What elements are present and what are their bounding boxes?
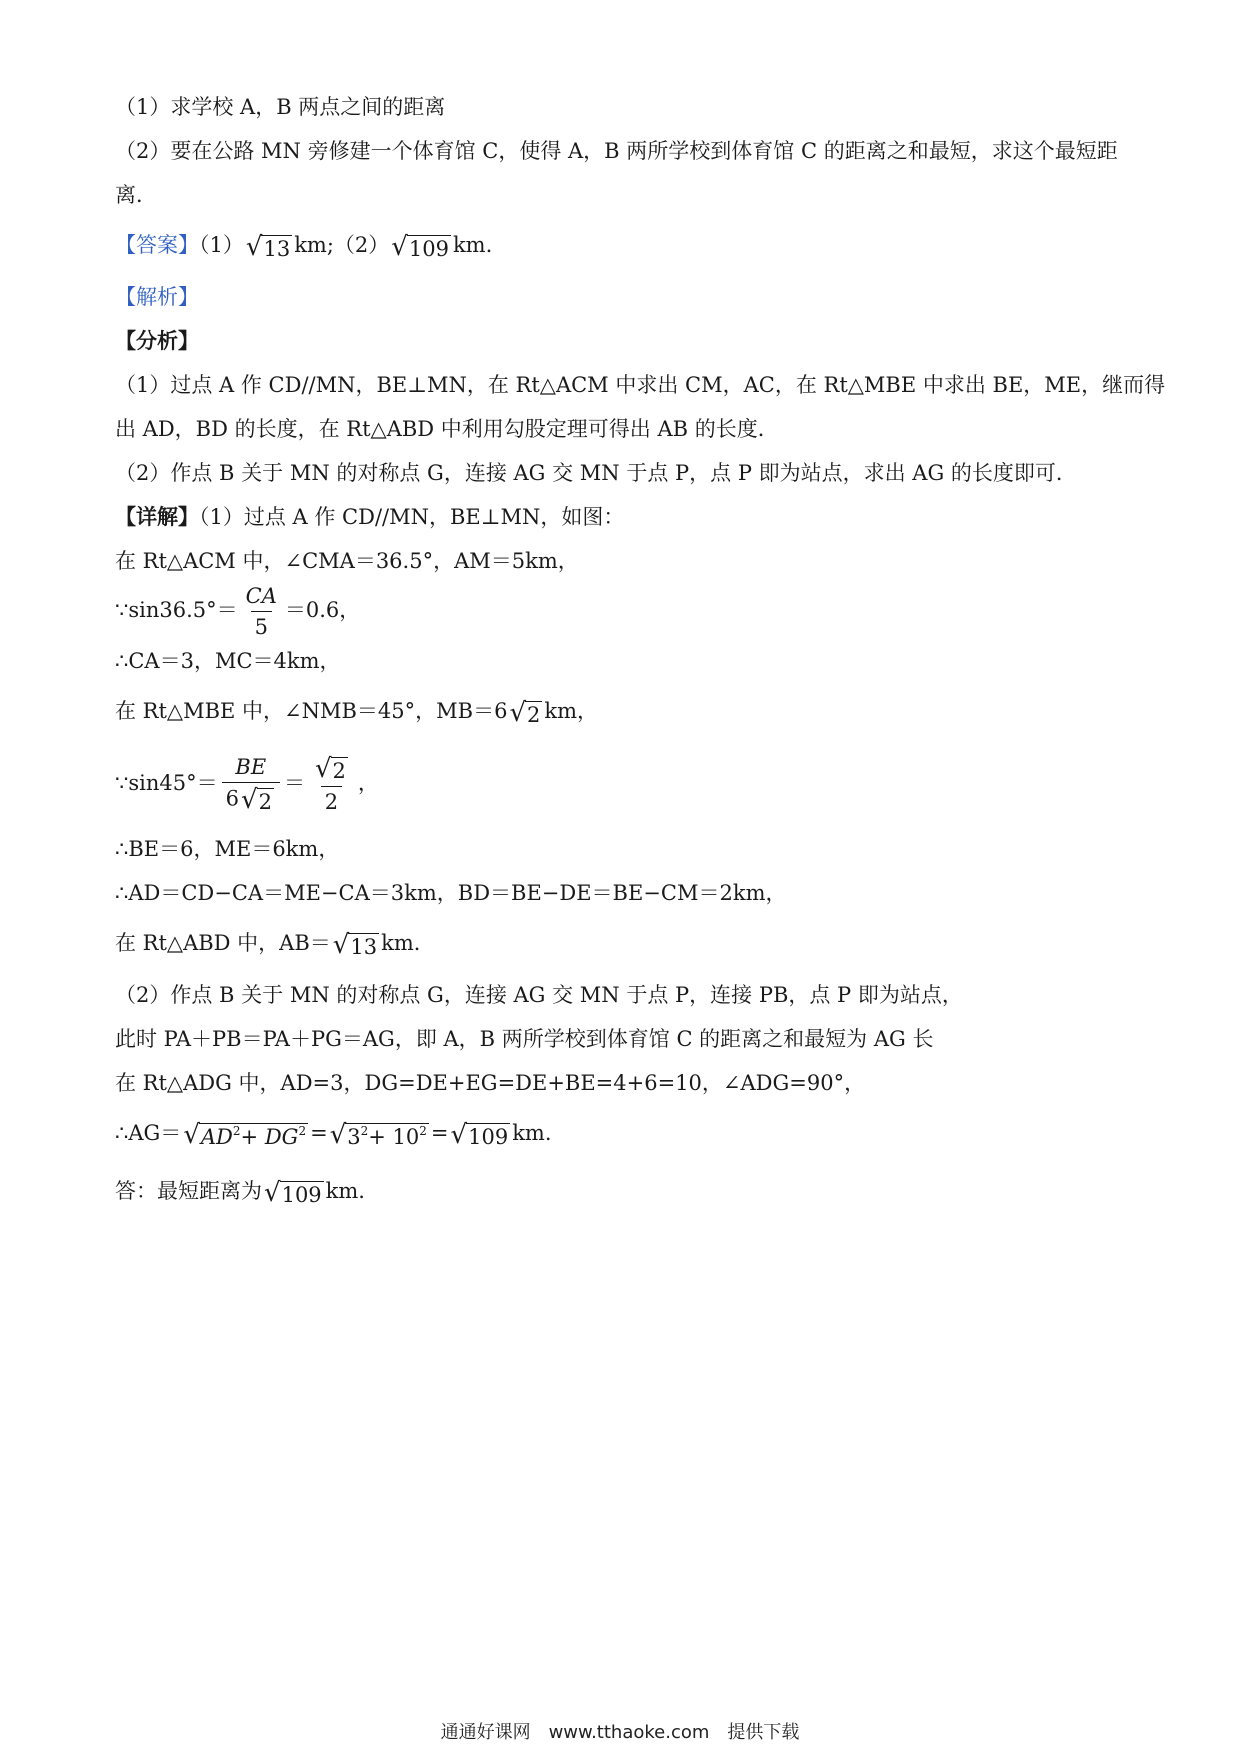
answer-part1-prefix: （1） xyxy=(199,233,244,257)
sqrt-3sq-10sq: √ $3^2+ 10^2$ xyxy=(329,1119,427,1150)
ag-equals-2: = xyxy=(430,1121,449,1145)
detail-line-4 xyxy=(115,696,598,728)
sqrt-109: √ 109 xyxy=(391,231,449,262)
detail-line-3: ∴CA＝3，MC＝4km， xyxy=(115,649,341,673)
page-footer: 通通好课网 www.tthaoke.com 提供下载 xyxy=(440,1722,800,1743)
question-2-line-2: 离． xyxy=(115,183,157,207)
fenxi-p2: （2）作点 B 关于 MN 的对称点 G，连接 AG 交 MN 于点 P，点 P 即为站点，求出 AG 的长度即可． xyxy=(115,461,1077,485)
detail-line-6: ∴BE＝6，ME＝6km， xyxy=(115,837,340,861)
mb-unit: km， xyxy=(544,699,599,723)
detail-p2-line-4 xyxy=(115,1118,552,1150)
ab-unit: km． xyxy=(381,931,435,955)
answer-line xyxy=(115,230,492,262)
sin36-suffix: ＝0.6， xyxy=(284,598,361,622)
sqrt-ad2-dg2: √ $AD^2+ DG^2$ xyxy=(183,1119,307,1150)
final-answer-line xyxy=(115,1176,365,1208)
detail-intro-line xyxy=(115,502,624,532)
mb-coef: 6 xyxy=(494,699,508,723)
fenxi-p1-line-1: （1）过点 A 作 CD//MN，BE⊥MN，在 Rt△ACM 中求出 CM，AC，在 Rt△MBE 中求出 BE，ME，继而得 xyxy=(115,373,1166,397)
sqrt-13: √ 13 xyxy=(245,231,291,262)
sqrt-109: √ 109 xyxy=(450,1119,509,1150)
sin45-suffix: ， xyxy=(357,771,379,795)
fenxi-p1-line-2: 出 AD，BD 的长度，在 Rt△ABD 中利用勾股定理可得出 AB 的长度． xyxy=(115,417,779,441)
detail-p2-line-2: 此时 PA＋PB＝PA＋PG＝AG，即 A，B 两所学校到体育馆 C 的距离之和最短为 AG 长 xyxy=(115,1027,934,1051)
ag-equals-1: = xyxy=(310,1121,328,1145)
detail-label: 【详解】 xyxy=(115,504,199,529)
final-prefix: 答：最短距离为 xyxy=(115,1179,262,1203)
fraction-ca-over-5: $\frac{CA}{5}$ xyxy=(245,584,277,639)
fraction-root2-over-2: √ 2 2 xyxy=(314,754,346,814)
detail-p2-line-3: 在 Rt△ADG 中，AD=3，DG=DE+EG=DE+BE=4+6=10，∠ADG=90°， xyxy=(115,1071,866,1095)
detail-line-8 xyxy=(115,928,435,960)
sqrt-13: √ 13 xyxy=(332,929,378,960)
sqrt-109: √ 109 xyxy=(264,1177,322,1208)
answer-label: 【答案】 xyxy=(115,233,199,257)
ag-prefix: ∴AG＝ xyxy=(115,1121,182,1145)
detail-p2-line-1: （2）作点 B 关于 MN 的对称点 G，连接 AG 交 MN 于点 P，连接 PB，点 P 即为站点， xyxy=(115,983,963,1007)
question-1: （1）求学校 A，B 两点之间的距离 xyxy=(115,95,446,119)
abd-prefix: 在 Rt△ABD 中，AB＝ xyxy=(115,931,331,955)
detail-line-5 xyxy=(115,752,379,815)
sqrt-2: √ 2 xyxy=(509,697,541,728)
fenxi-label: 【分析】 xyxy=(115,328,199,353)
detail-line-2 xyxy=(115,582,360,640)
question-2-line-1: （2）要在公路 MN 旁修建一个体育馆 C，使得 A，B 两所学校到体育馆 C 的距离之和最短，求这个最短距 xyxy=(115,139,1118,163)
analysis-label: 【解析】 xyxy=(115,285,199,309)
mbe-prefix: 在 Rt△MBE 中，∠NMB＝45°，MB＝ xyxy=(115,699,495,723)
fraction-be-over-6root2: BE 6 √ 2 xyxy=(222,754,280,815)
answer-part2-unit: km. xyxy=(452,233,493,257)
detail-intro: （1）过点 A 作 CD//MN，BE⊥MN，如图： xyxy=(199,505,625,529)
ag-unit: km. xyxy=(512,1121,552,1145)
answer-part2-prefix: （2） xyxy=(333,233,390,257)
final-unit: km. xyxy=(325,1179,365,1203)
detail-line-1: 在 Rt△ACM 中，∠CMA＝36.5°，AM＝5km， xyxy=(115,549,579,573)
answer-part1-unit: km; xyxy=(294,233,334,257)
sin45-equals: ＝ xyxy=(283,771,305,795)
sin36-prefix: ∵sin36.5°＝ xyxy=(115,598,238,622)
detail-line-7: ∴AD＝CD−CA＝ME−CA＝3km，BD＝BE−DE＝BE−CM＝2km， xyxy=(115,881,787,905)
sin45-prefix: ∵sin45°＝ xyxy=(115,771,218,795)
